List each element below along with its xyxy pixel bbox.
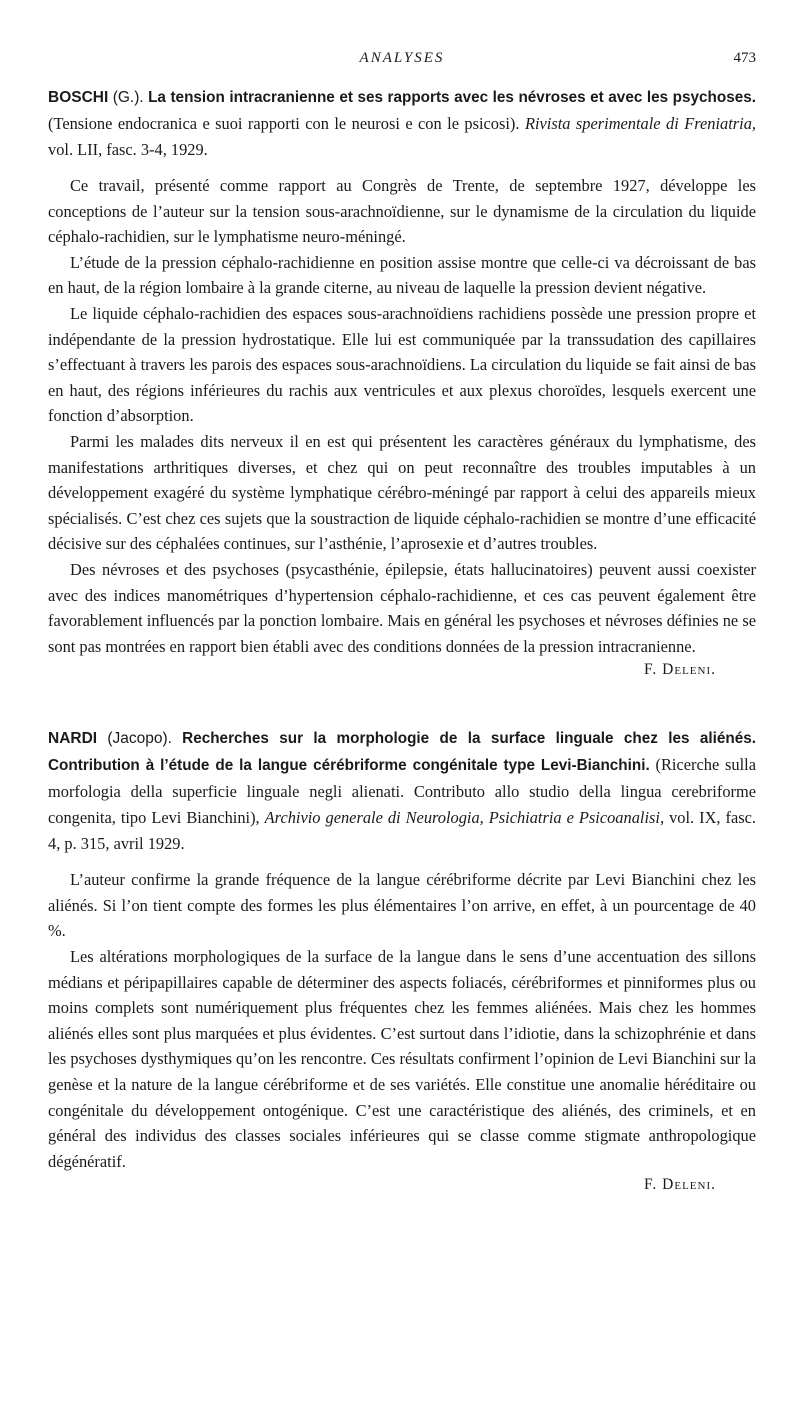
review-body [48,867,756,1174]
page [48,50,756,1194]
paragraph: L’étude de la pression céphalo-rachidienne en position assise montre que celle-ci va décroissant de bas en haut, de la région lombaire à la grande citerne, au niveau de laquelle la pression devient négative. [48,252,756,298]
journal-name: Rivista sperimentale di Freniatria, [524,114,756,133]
article-title: La tension intracranienne et ses rapports avec les névroses et avec les psychoses. [148,89,756,106]
italian-title: (Ricerche sulla morfologia della superficie linguale negli alienati. Contributo allo studio della lingua cerebriforme congenita, tipo Levi Bianchini), [48,755,756,828]
review-body [48,173,756,659]
journal-name: Archivio generale di Neurologia, Psichiatria e Psicoanalisi, [264,808,665,828]
paragraph: Le liquide céphalo-rachidien des espaces sous-arachnoïdiens rachidiens possède une pression propre et indépendante de la pression hydrostatique. Elle lui est communiquée par la transsudation des capillaires s’effectuant à travers les parois des espaces sous-arachnoïdiens. La circulation du liquide se fait ainsi de bas en haut, des régions inférieures du rachis aux ventricules et aux plexus choroïdes, lesquels exercent une fonction d’absorption. [48,303,756,426]
author-first-name: (Jacopo). [107,730,172,748]
paragraph: Les altérations morphologiques de la surface de la langue dans le sens d’une accentuation des sillons médians et péripapillaires capable de déterminer des aspects foliacés, cérébriformes et pinniformes plus ou moins complets sont numériquement plus fréquentes chez les femmes aliénées. Mais chez les hommes aliénés elles sont plus marquées et plus évidentes. C’est surtout dans l’idiotie, dans la schizophrénie et dans les psychoses dysthymiques qu’on les rencontre. Ces résultats confirment l’opinion de Levi Bianchini sur la genèse et la nature de la langue cérébriforme et de ses variétés. Elle constitue une anomalie héréditaire ou congénitale du développement ontogénique. C’est une caractéristique des aliénés, des criminels, et en général des individus des classes sociales inférieures qui se classe comme stigmate anthropologique dégénératif. [48,947,756,1171]
reviewer-signature: F. Deleni. [644,1176,716,1194]
author-first-name: (G.). [112,89,144,106]
review-boschi [48,84,756,679]
running-head-title: ANALYSES [359,50,445,66]
review-heading [48,84,756,163]
paragraph: Des névroses et des psychoses (psycasthénie, épilepsie, états hallucinatoires) peuvent aussi coexister avec des indices manométriques d’hypertension céphalo-rachidienne, et ces cas peuvent également être favorablement influencés par la ponction lombaire. Mais en général les psychoses et névroses définies ne se sont pas montrées en rapport bien établi avec des conditions données de la pression intracranienne. [48,559,756,656]
reviewer-signature: F. Deleni. [644,661,716,679]
paragraph: Parmi les malades dits nerveux il en est qui présentent les caractères généraux du lymphatisme, des manifestations arthritiques diverses, et chez qui on peut reconnaître des troubles imputables à un développement exagéré du système lymphatique cérébro-méningé par rapport à celui des appareils mieux spécialisés. C’est chez ces sujets que la soustraction de liquide céphalo-rachidien se montre d’une efficacité décisive sur des céphalées continues, sur l’asthénie, l’aprosexie et d’autres troubles. [48,431,756,554]
italian-title: (Tensione endocranica e suoi rapporti con le neurosi e con le psicosi). [48,114,520,133]
running-head [48,50,756,74]
paragraph: L’auteur confirme la grande fréquence de la langue cérébriforme décrite par Levi Bianchini chez les aliénés. Si l’on tient compte des formes les plus élémentaires l’on arrive, en effet, à un pourcentage de 40 %. [48,870,756,941]
author-last-name: BOSCHI [48,89,109,106]
paragraph: Ce travail, présenté comme rapport au Congrès de Trente, de septembre 1927, développe les conceptions de l’auteur sur la tension sous-arachnoïdienne, sur le dynamisme de la circulation du liquide céphalo-rachidien, sur le lymphatisme neuro-méningé. [48,176,756,247]
author-last-name: NARDI [48,730,98,748]
journal-details: vol. LII, fasc. 3-4, 1929. [48,140,208,159]
page-number: 473 [733,50,756,66]
journal-details: vol. IX, fasc. 4, p. 315, avril 1929. [48,808,756,854]
review-nardi [48,725,756,1194]
review-heading [48,725,756,857]
article-title: Recherches sur la morphologie de la surface linguale chez les aliénés. Contribution à l’étude de la langue cérébriforme congénitale type Levi-Bianchini. [48,730,756,775]
